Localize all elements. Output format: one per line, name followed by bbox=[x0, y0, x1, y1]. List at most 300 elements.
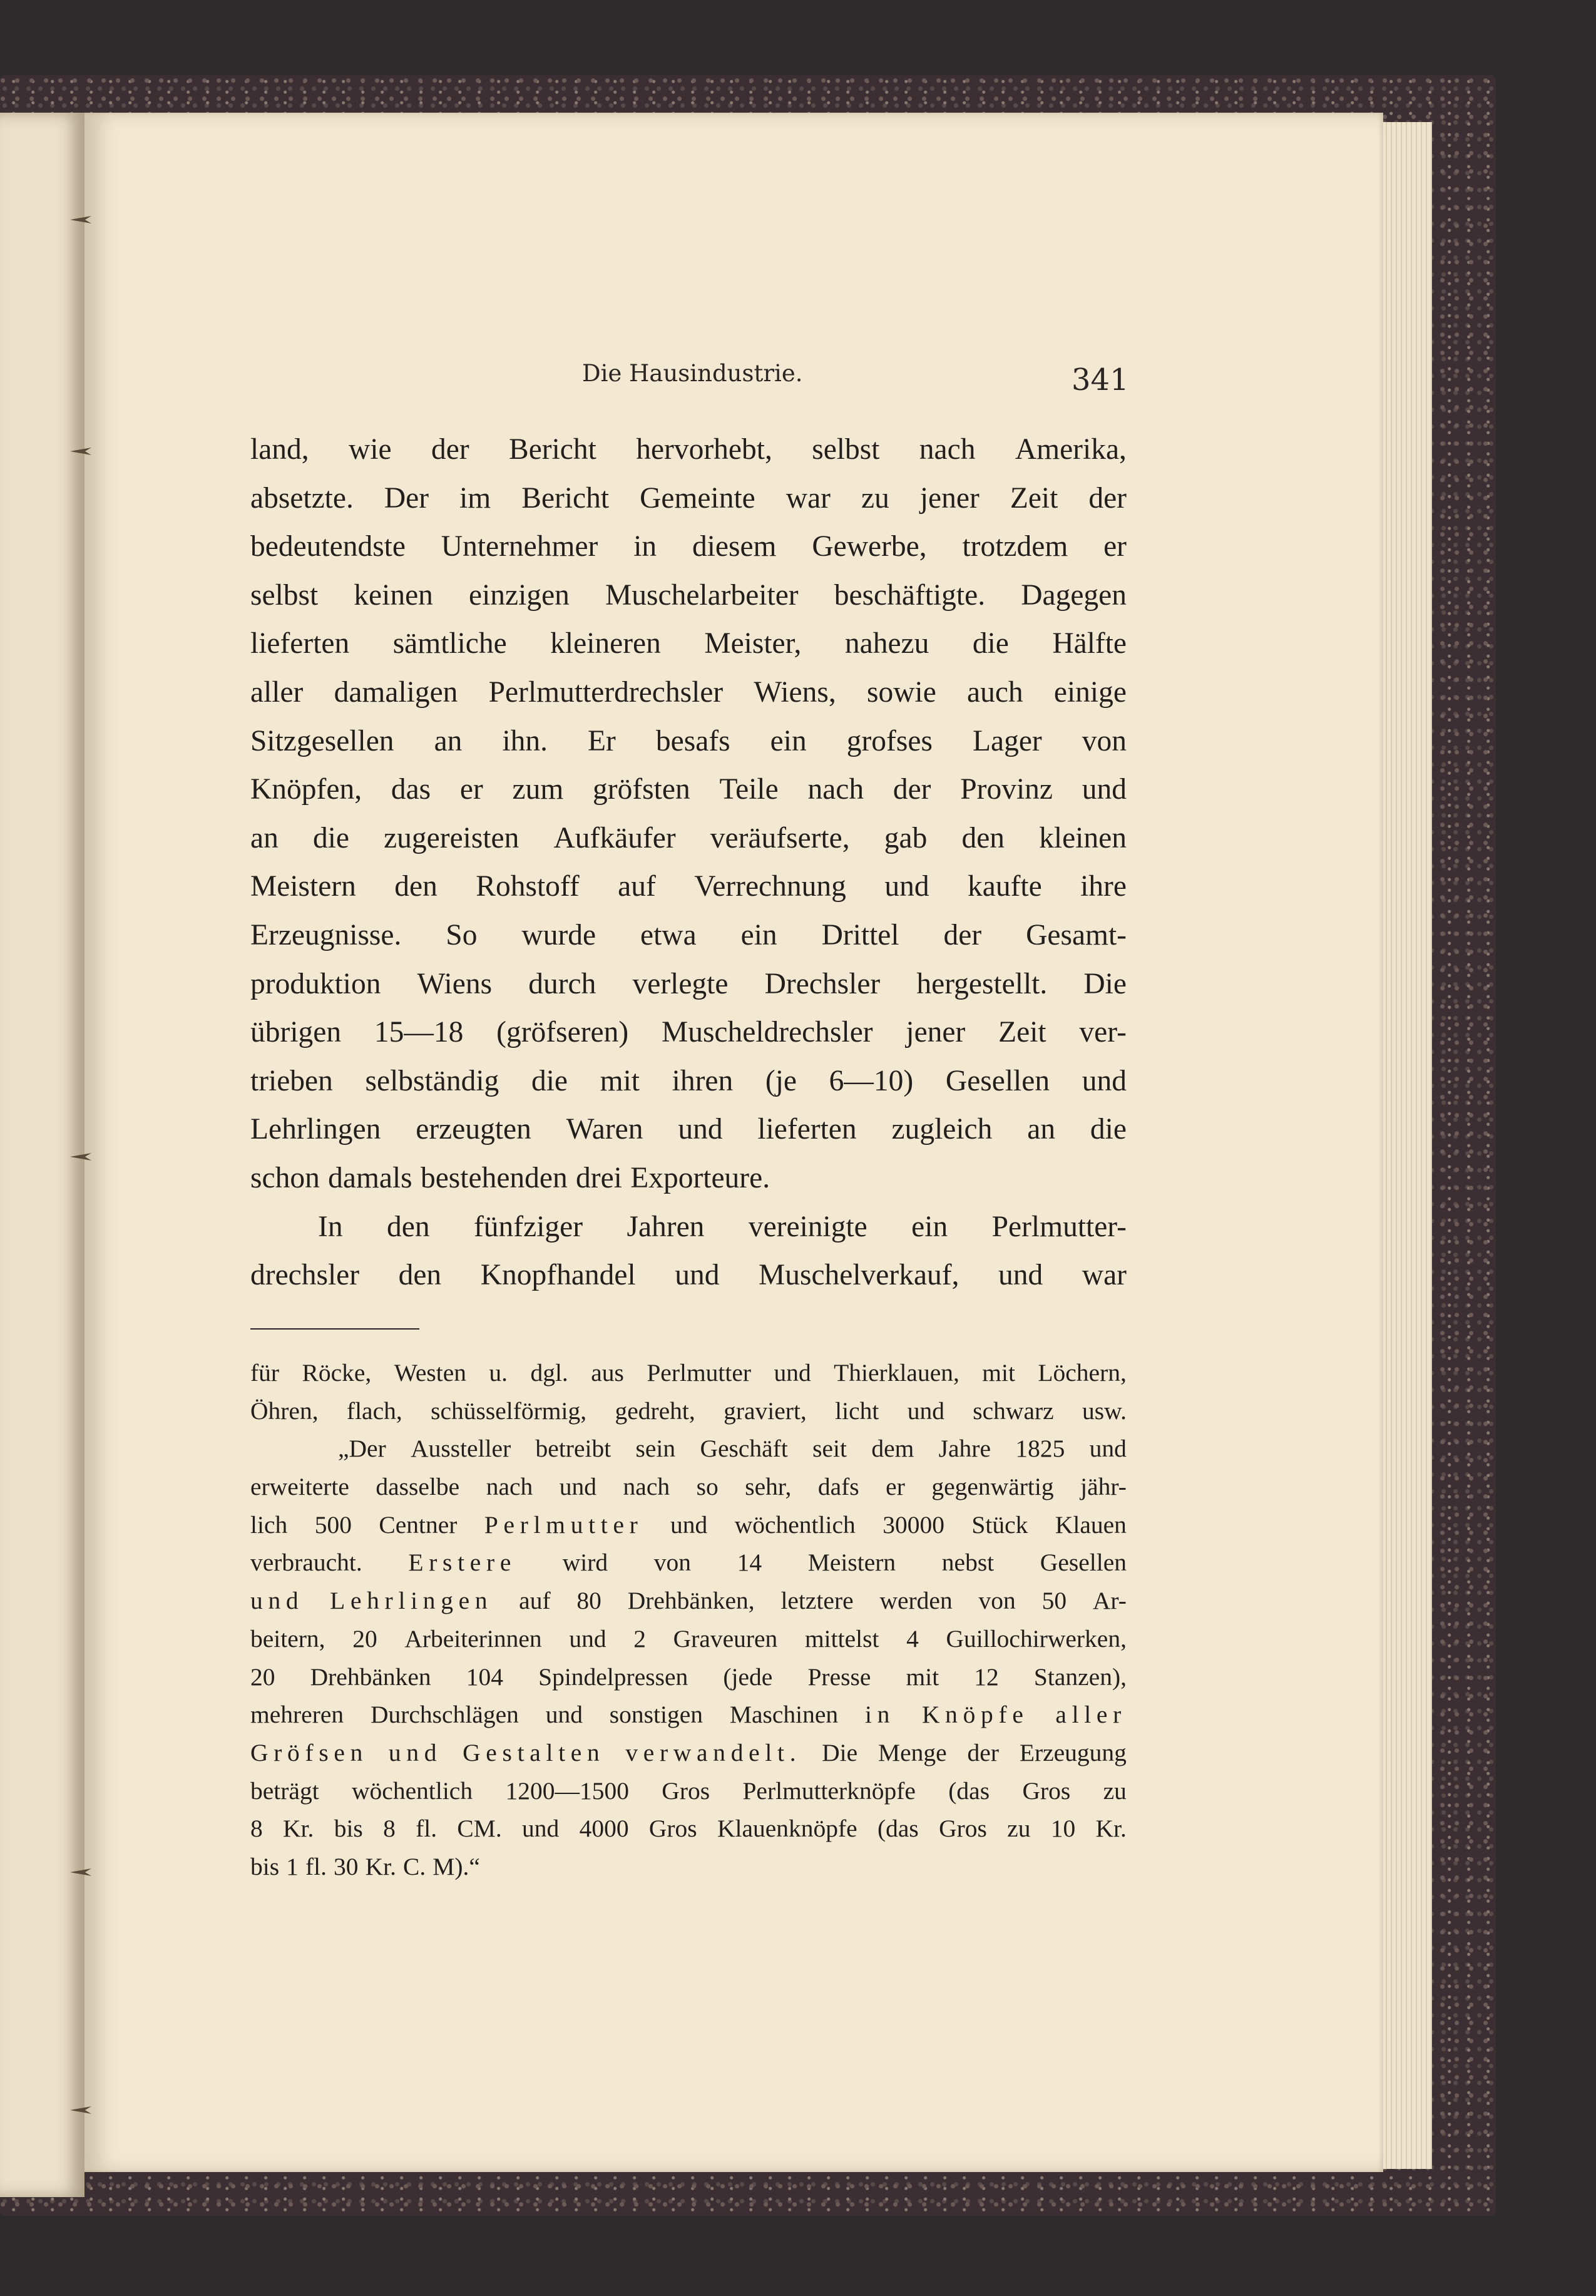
word: in bbox=[633, 530, 657, 563]
word: aller bbox=[1055, 1701, 1127, 1729]
word: Stück bbox=[971, 1510, 1028, 1539]
word: Thierklauen, bbox=[834, 1359, 959, 1386]
word: einige bbox=[1053, 675, 1127, 709]
word: werden bbox=[879, 1587, 953, 1615]
word: betreibt bbox=[535, 1435, 611, 1463]
word: vereinigte bbox=[748, 1210, 867, 1243]
word: bis bbox=[334, 1815, 363, 1843]
footnote-line bbox=[250, 1468, 1127, 1506]
word: mehreren bbox=[250, 1701, 344, 1729]
word: (das bbox=[877, 1815, 919, 1843]
word: Öhren, bbox=[250, 1397, 319, 1425]
word: licht bbox=[835, 1397, 879, 1425]
word: gab bbox=[884, 821, 928, 854]
word: (je bbox=[765, 1064, 797, 1097]
word: Muschelarbeiter bbox=[605, 578, 799, 612]
word: Meistern bbox=[250, 870, 356, 903]
word: schon bbox=[250, 1161, 320, 1194]
word: aller bbox=[250, 675, 304, 709]
word: 80 bbox=[576, 1587, 601, 1615]
word: auf bbox=[519, 1587, 551, 1615]
word: an bbox=[250, 821, 279, 854]
word: verbraucht. bbox=[250, 1549, 362, 1577]
word: wurde bbox=[521, 918, 596, 951]
word: und bbox=[388, 1738, 442, 1766]
word: die bbox=[1090, 1113, 1127, 1146]
word: und bbox=[522, 1815, 560, 1843]
word: 6—10) bbox=[829, 1064, 914, 1097]
word: Ar- bbox=[1092, 1587, 1127, 1615]
word: und bbox=[569, 1624, 606, 1653]
word: der bbox=[893, 773, 931, 806]
word: Provinz bbox=[960, 773, 1053, 806]
word: 20 bbox=[250, 1663, 275, 1691]
word: nahezu bbox=[844, 627, 929, 660]
word: und bbox=[907, 1397, 944, 1425]
word: kleineren bbox=[550, 627, 661, 660]
word: 4000 bbox=[579, 1815, 629, 1843]
page-number: 341 bbox=[1072, 362, 1129, 397]
word: Guillochirwerken, bbox=[946, 1624, 1127, 1653]
word: wöchentlich bbox=[352, 1776, 473, 1805]
word: der bbox=[431, 433, 469, 466]
word: 1825 bbox=[1015, 1435, 1065, 1463]
word: den bbox=[961, 821, 1005, 854]
word: und bbox=[998, 1259, 1043, 1292]
word: bis bbox=[250, 1852, 280, 1880]
word: ihn. bbox=[502, 724, 548, 757]
word: 8 bbox=[250, 1815, 263, 1843]
text-line bbox=[250, 766, 1127, 814]
word: trotzdem bbox=[962, 530, 1068, 563]
word: fünfziger bbox=[473, 1210, 583, 1243]
word: Lehrlingen bbox=[250, 1113, 381, 1146]
word: Aufkäufer bbox=[553, 821, 676, 854]
word: 30000 bbox=[882, 1510, 944, 1539]
footnote-line bbox=[250, 1544, 1127, 1582]
word: jähr- bbox=[1080, 1473, 1127, 1501]
footnote-text bbox=[250, 1354, 1127, 1886]
word: war bbox=[1082, 1259, 1127, 1292]
word: graviert, bbox=[724, 1397, 807, 1425]
word: usw. bbox=[1082, 1397, 1127, 1425]
word: zugereisten bbox=[384, 821, 519, 854]
word: Hälfte bbox=[1052, 627, 1127, 660]
word: flach, bbox=[346, 1397, 402, 1425]
word: verwandelt. bbox=[625, 1738, 802, 1766]
word: von bbox=[1082, 724, 1127, 757]
word: wöchentlich bbox=[734, 1510, 856, 1539]
word: Sitzgesellen bbox=[250, 724, 394, 757]
word: dem bbox=[871, 1435, 914, 1463]
word: seit bbox=[812, 1435, 847, 1463]
word: letztere bbox=[780, 1587, 854, 1615]
word: Maschinen bbox=[729, 1701, 839, 1729]
word: Muschelverkauf, bbox=[758, 1259, 959, 1292]
word: nebst bbox=[941, 1549, 995, 1577]
word: zu bbox=[1007, 1815, 1031, 1843]
word: Amerika, bbox=[1015, 433, 1127, 466]
word: „Der bbox=[338, 1435, 386, 1463]
word: 4 bbox=[906, 1624, 919, 1653]
word: ihre bbox=[1080, 870, 1127, 903]
word: und bbox=[1082, 1064, 1127, 1097]
footnote-line bbox=[250, 1848, 1127, 1886]
word: sehr, bbox=[745, 1473, 792, 1501]
word: den bbox=[398, 1259, 442, 1292]
word: der bbox=[943, 918, 982, 951]
text-line bbox=[250, 669, 1127, 717]
word: Gesellen bbox=[945, 1064, 1050, 1097]
word: im bbox=[459, 481, 491, 515]
footnote-line bbox=[250, 1734, 1127, 1772]
word: Geschäft bbox=[700, 1435, 788, 1463]
word: mit bbox=[982, 1359, 1015, 1386]
word: aus bbox=[591, 1359, 624, 1386]
word: Bericht bbox=[521, 481, 610, 515]
word: Kr. bbox=[365, 1852, 396, 1880]
word: und bbox=[675, 1259, 720, 1292]
word: einzigen bbox=[469, 578, 570, 612]
text-line bbox=[250, 426, 1127, 474]
word: Jahre bbox=[938, 1435, 991, 1463]
word: Der bbox=[384, 481, 429, 515]
text-line bbox=[250, 863, 1127, 911]
word: und bbox=[678, 1113, 723, 1146]
word: Die bbox=[822, 1738, 858, 1766]
word: Gewerbe, bbox=[812, 530, 927, 563]
word: Teile bbox=[719, 773, 779, 806]
word: Gesellen bbox=[1040, 1549, 1127, 1577]
text-line bbox=[250, 571, 1127, 620]
word: mit bbox=[906, 1663, 939, 1691]
word: etwa bbox=[640, 918, 697, 951]
word: Westen bbox=[394, 1359, 466, 1386]
word: Perlmutterdrechsler bbox=[488, 675, 724, 709]
word: sämtliche bbox=[392, 627, 507, 660]
word: Löchern, bbox=[1038, 1359, 1127, 1386]
word: jener bbox=[906, 1016, 966, 1049]
word: zu bbox=[861, 481, 889, 515]
word: 104 bbox=[466, 1663, 503, 1691]
word: Gröfsen bbox=[250, 1738, 369, 1766]
word: Jahren bbox=[627, 1210, 705, 1243]
word: nach bbox=[623, 1473, 670, 1501]
word: mittelst bbox=[804, 1624, 879, 1653]
word: Röcke, bbox=[302, 1359, 372, 1386]
word: 10 bbox=[1050, 1815, 1076, 1843]
word: selbst bbox=[250, 578, 319, 612]
word: die bbox=[531, 1064, 568, 1097]
text-line bbox=[250, 620, 1127, 669]
word: und bbox=[1089, 1435, 1127, 1463]
word: 8 bbox=[383, 1815, 396, 1843]
word: ver- bbox=[1079, 1016, 1127, 1049]
word: Unternehmer bbox=[441, 530, 598, 563]
word: veräufserte, bbox=[710, 821, 850, 854]
word: wird bbox=[562, 1549, 608, 1577]
word: Meister, bbox=[704, 627, 802, 660]
word: trieben bbox=[250, 1064, 333, 1097]
word: Zeit bbox=[998, 1016, 1046, 1049]
word: Gestalten bbox=[463, 1738, 605, 1766]
word: dafs bbox=[817, 1473, 859, 1501]
word: C. bbox=[402, 1852, 426, 1880]
word: in bbox=[865, 1701, 896, 1729]
word: Arbeiterinnen bbox=[404, 1624, 542, 1653]
footnote-line bbox=[250, 1696, 1127, 1734]
word: hergestellt. bbox=[916, 967, 1048, 1000]
word: Gesamt- bbox=[1026, 918, 1127, 951]
word: für bbox=[250, 1359, 280, 1386]
word: Dagegen bbox=[1021, 578, 1127, 612]
word: So bbox=[446, 918, 478, 951]
word: er bbox=[459, 773, 483, 806]
word: 20 bbox=[352, 1624, 377, 1653]
word: Gros bbox=[648, 1815, 697, 1843]
word: der bbox=[1088, 481, 1127, 515]
text-line bbox=[250, 474, 1127, 523]
word: drechsler bbox=[250, 1259, 360, 1292]
word: Erzeugnisse. bbox=[250, 918, 402, 951]
word: selbständig bbox=[365, 1064, 499, 1097]
footnote-line bbox=[250, 1506, 1127, 1544]
word: so bbox=[696, 1473, 719, 1501]
word: Knöpfen, bbox=[250, 773, 362, 806]
word: Perlmutterknöpfe bbox=[742, 1776, 916, 1805]
word: 30 bbox=[334, 1852, 359, 1880]
word: sein bbox=[635, 1435, 676, 1463]
word: damaligen bbox=[334, 675, 458, 709]
word: 500 bbox=[314, 1510, 352, 1539]
word: Klauen bbox=[1055, 1510, 1127, 1539]
word: Zeit bbox=[1010, 481, 1058, 515]
word: und bbox=[250, 1587, 304, 1615]
word: Wiens bbox=[417, 967, 493, 1000]
word: schwarz bbox=[973, 1397, 1054, 1425]
word: bestehenden bbox=[420, 1161, 568, 1194]
word: zu bbox=[1103, 1776, 1127, 1805]
word: nach bbox=[919, 433, 976, 466]
running-head: Die Hausindustrie. bbox=[582, 360, 803, 387]
word: Stanzen), bbox=[1033, 1663, 1127, 1691]
word: mit bbox=[600, 1064, 640, 1097]
word: In bbox=[318, 1210, 343, 1243]
word: verlegte bbox=[632, 967, 729, 1000]
word: Menge bbox=[878, 1738, 947, 1766]
word: Presse bbox=[807, 1663, 871, 1691]
word: drei bbox=[576, 1161, 622, 1194]
text-line bbox=[250, 1057, 1127, 1106]
word: beschäftigte. bbox=[834, 578, 986, 612]
word: Perlmutter bbox=[647, 1359, 752, 1386]
word: Graveuren bbox=[673, 1624, 778, 1653]
word: Erzeugung bbox=[1019, 1738, 1127, 1766]
word: Kr. bbox=[1095, 1815, 1127, 1843]
footnote-line bbox=[250, 1810, 1127, 1848]
word: Durchschlägen bbox=[370, 1701, 519, 1729]
word: Perlmutter- bbox=[991, 1210, 1127, 1243]
word: zugleich bbox=[891, 1113, 993, 1146]
word: sonstigen bbox=[609, 1701, 703, 1729]
word: jener bbox=[919, 481, 980, 515]
body-text bbox=[250, 426, 1127, 1300]
word: Gros bbox=[662, 1776, 710, 1805]
word: kaufte bbox=[967, 870, 1042, 903]
word: Drehbänken, bbox=[627, 1587, 755, 1615]
word: diesem bbox=[692, 530, 777, 563]
word: besafs bbox=[655, 724, 730, 757]
word: er bbox=[886, 1473, 905, 1501]
word: gedreht, bbox=[615, 1397, 695, 1425]
word: die bbox=[312, 821, 349, 854]
word: erzeugten bbox=[416, 1113, 531, 1146]
word: das bbox=[391, 773, 431, 806]
word: an bbox=[434, 724, 463, 757]
word: 1 bbox=[286, 1852, 299, 1880]
facing-page-edge bbox=[0, 113, 84, 2197]
footnote-line bbox=[250, 1658, 1127, 1696]
word: schüsselförmig, bbox=[431, 1397, 587, 1425]
word: Wiens, bbox=[754, 675, 836, 709]
word: lich bbox=[250, 1510, 288, 1539]
word: ein bbox=[740, 918, 777, 951]
word: die bbox=[972, 627, 1009, 660]
word: absetzte. bbox=[250, 481, 354, 515]
word: den bbox=[386, 1210, 430, 1243]
word: durch bbox=[528, 967, 596, 1000]
word: (das bbox=[948, 1776, 990, 1805]
word: sowie bbox=[866, 675, 936, 709]
footnote-rule bbox=[250, 1328, 419, 1330]
word: kleinen bbox=[1039, 821, 1127, 854]
word: Knopfhandel bbox=[480, 1259, 636, 1292]
word: Erstere bbox=[408, 1549, 517, 1577]
word: zum bbox=[512, 773, 564, 806]
word: (gröfseren) bbox=[496, 1016, 629, 1049]
footnote-line bbox=[250, 1354, 1127, 1392]
text-line bbox=[250, 960, 1127, 1009]
text-line bbox=[250, 1251, 1127, 1300]
word: 1200—1500 bbox=[505, 1776, 629, 1805]
word: (jede bbox=[723, 1663, 773, 1691]
word: auf bbox=[618, 870, 656, 903]
word: fl. bbox=[416, 1815, 437, 1843]
word: und bbox=[559, 1473, 597, 1501]
word: Drittel bbox=[821, 918, 899, 951]
word: 14 bbox=[737, 1549, 762, 1577]
text-line bbox=[250, 1203, 1127, 1252]
word: Drechsler bbox=[764, 967, 881, 1000]
word: Kr. bbox=[283, 1815, 314, 1843]
word: er bbox=[1103, 530, 1127, 563]
word: Verrechnung bbox=[694, 870, 846, 903]
footnote-line bbox=[250, 1430, 1127, 1468]
word: Gros bbox=[939, 1815, 987, 1843]
word: Lehrlingen bbox=[330, 1587, 493, 1615]
word: erweiterte bbox=[250, 1473, 349, 1501]
word: dgl. bbox=[530, 1359, 568, 1386]
word: Klauenknöpfe bbox=[717, 1815, 857, 1843]
word: land, bbox=[250, 433, 309, 466]
text-line bbox=[250, 523, 1127, 571]
word: beträgt bbox=[250, 1776, 319, 1805]
word: übrigen bbox=[250, 1016, 342, 1049]
word: Drehbänken bbox=[310, 1663, 431, 1691]
word: Waren bbox=[566, 1113, 643, 1146]
word: dasselbe bbox=[376, 1473, 460, 1501]
word: Lager bbox=[972, 724, 1042, 757]
word: gröfsten bbox=[593, 773, 690, 806]
word: Spindelpressen bbox=[538, 1663, 688, 1691]
word: ein bbox=[770, 724, 807, 757]
word: den bbox=[394, 870, 437, 903]
word: Rohstoff bbox=[476, 870, 580, 903]
word: Exporteure. bbox=[630, 1161, 770, 1194]
word: grofses bbox=[846, 724, 933, 757]
word: von bbox=[653, 1549, 691, 1577]
word: fl. bbox=[305, 1852, 327, 1880]
word: Gemeinte bbox=[640, 481, 755, 515]
word: wie bbox=[349, 433, 392, 466]
word: Perlmutter bbox=[484, 1510, 643, 1539]
footnote-line bbox=[250, 1582, 1127, 1620]
word: Meistern bbox=[807, 1549, 896, 1577]
text-line bbox=[250, 814, 1127, 863]
word: Bericht bbox=[509, 433, 596, 466]
word: M).“ bbox=[432, 1852, 480, 1880]
word: Knöpfe bbox=[921, 1701, 1029, 1729]
text-line bbox=[250, 911, 1127, 960]
footnote-line bbox=[250, 1620, 1127, 1658]
word: bedeutendste bbox=[250, 530, 406, 563]
word: beitern, bbox=[250, 1624, 325, 1653]
text-line bbox=[250, 1154, 1127, 1203]
word: 50 bbox=[1041, 1587, 1067, 1615]
word: war bbox=[785, 481, 831, 515]
word: nach bbox=[486, 1473, 533, 1501]
word: auch bbox=[966, 675, 1023, 709]
word: CM. bbox=[457, 1815, 502, 1843]
word: 15—18 bbox=[374, 1016, 464, 1049]
word: keinen bbox=[354, 578, 433, 612]
word: damals bbox=[328, 1161, 412, 1194]
word: 12 bbox=[974, 1663, 999, 1691]
word: und bbox=[670, 1510, 708, 1539]
word: selbst bbox=[812, 433, 880, 466]
word: Die bbox=[1083, 967, 1127, 1000]
word: Gros bbox=[1022, 1776, 1071, 1805]
word: von bbox=[978, 1587, 1016, 1615]
page-block-edges bbox=[1377, 122, 1432, 2169]
word: Er bbox=[588, 724, 616, 757]
word: und bbox=[884, 870, 929, 903]
text-line bbox=[250, 717, 1127, 766]
word: lieferten bbox=[757, 1113, 857, 1146]
text-line bbox=[250, 1105, 1127, 1154]
word: gegenwärtig bbox=[931, 1473, 1054, 1501]
footnote-line bbox=[250, 1392, 1127, 1430]
word: Centner bbox=[379, 1510, 458, 1539]
word: und bbox=[774, 1359, 811, 1386]
word: Aussteller bbox=[411, 1435, 511, 1463]
word: produktion bbox=[250, 967, 381, 1000]
word: hervorhebt, bbox=[636, 433, 772, 466]
word: an bbox=[1027, 1113, 1056, 1146]
word: ein bbox=[911, 1210, 948, 1243]
word: Muscheldrechsler bbox=[661, 1016, 873, 1049]
word: der bbox=[967, 1738, 999, 1766]
